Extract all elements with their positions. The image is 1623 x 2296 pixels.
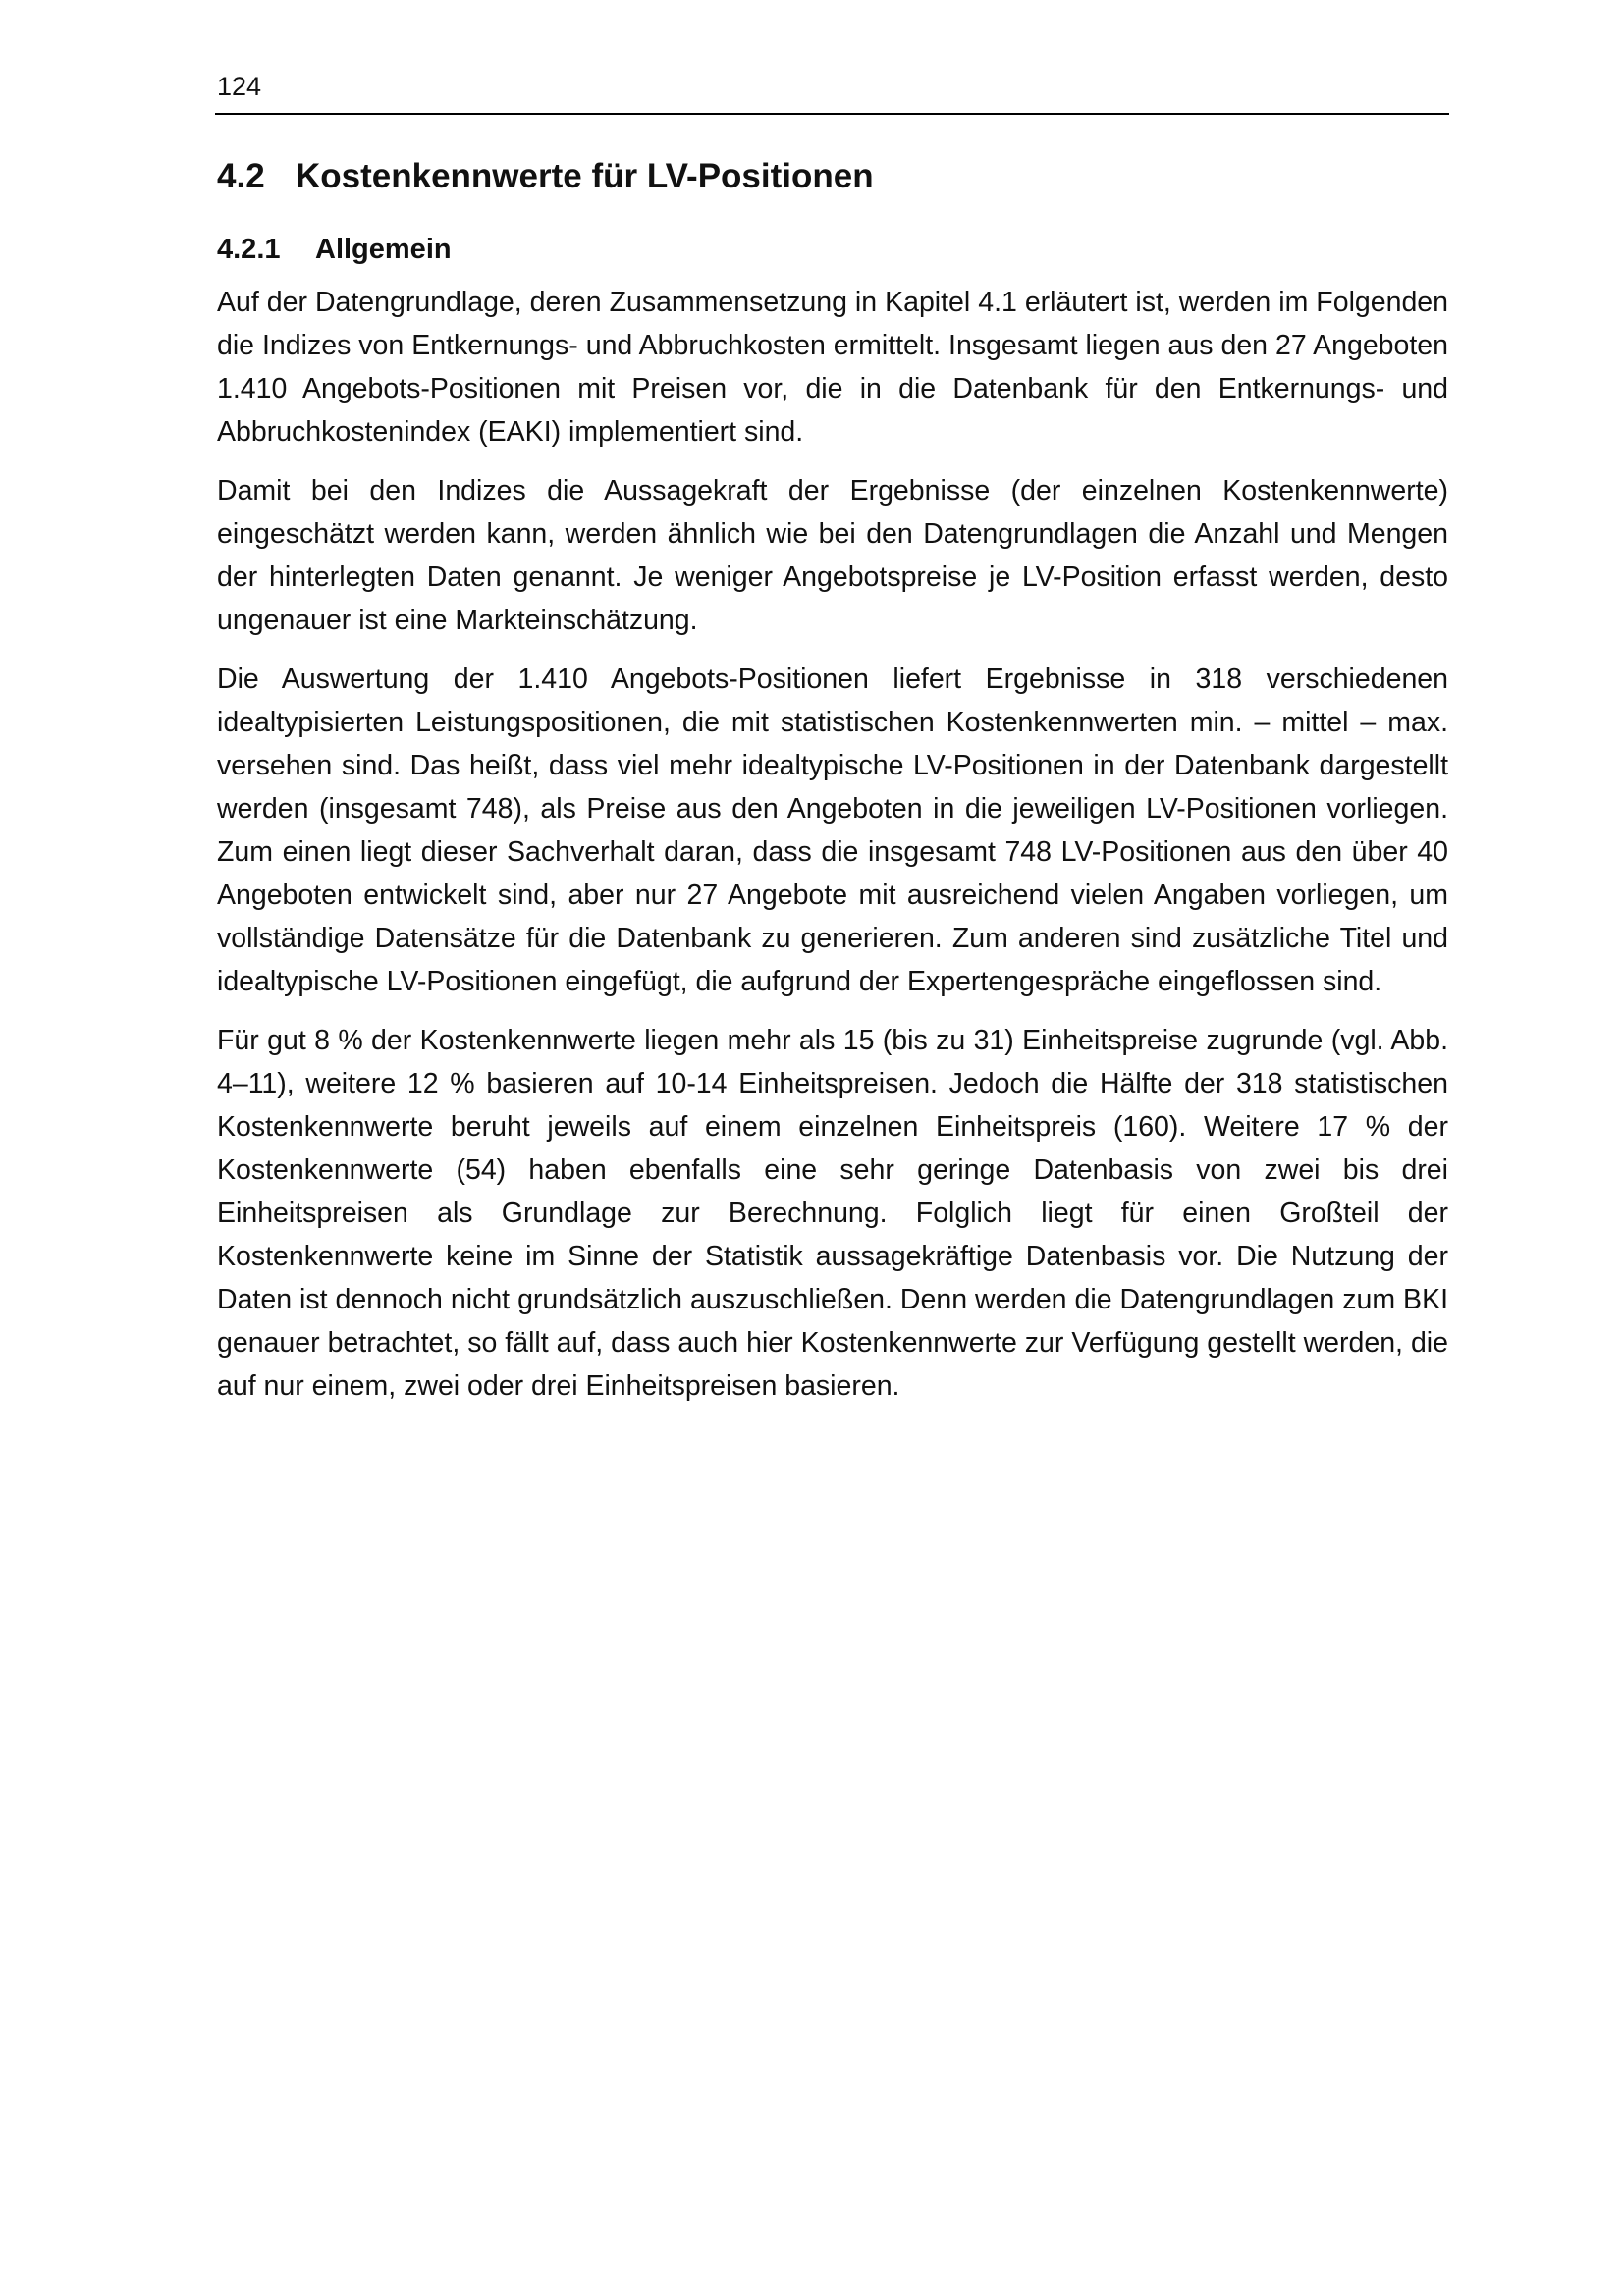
subsection-number: 4.2.1	[217, 234, 281, 265]
section-title: Kostenkennwerte für LV-Positionen	[296, 157, 874, 195]
page-number: 124	[217, 72, 262, 101]
header-divider	[215, 113, 1449, 115]
page-content	[217, 147, 1448, 1423]
paragraph-2: Damit bei den Indizes die Aussagekraft der Ergebnisse (der einzelnen Kostenkennwerte) eingeschätzt werden kann, werden ähnlich wie bei den Datengrundlagen die Anzahl und Mengen der hinterlegten Daten genannt. Je weniger Angebotspreise je LV-Position erfasst werden, desto ungenauer ist eine Markteinschätzung.	[217, 475, 1448, 636]
subsection-heading	[217, 226, 1448, 273]
paragraph-3: Die Auswertung der 1.410 Angebots-Positionen liefert Ergebnisse in 318 verschiedenen idealtypisierten Leistungspositionen, die mit statistischen Kostenkennwerten min. – mittel – max. versehen sind. Das heißt, dass viel mehr idealtypische LV-Positionen in der Datenbank dargestellt werden (insgesamt 748), als Preise aus den Angeboten in die jeweiligen LV-Positionen vorliegen. Zum einen liegt dieser Sachverhalt daran, dass die insgesamt 748 LV-Positionen aus den über 40 Angeboten entwickelt sind, aber nur 27 Angebote mit ausreichend vielen Angaben vorliegen, um vollständige Datensätze für die Datenbank zu generieren. Zum anderen sind zusätzliche Titel und idealtypische LV-Positionen eingefügt, die aufgrund der Expertengespräche eingeflossen sind.	[217, 664, 1448, 997]
subsection-title: Allgemein	[315, 234, 452, 265]
paragraph-1: Auf der Datengrundlage, deren Zusammensetzung in Kapitel 4.1 erläutert ist, werden im Folgenden die Indizes von Entkernungs- und Abbruchkosten ermittelt. Insgesamt liegen aus den 27 Angeboten 1.410 Angebots-Positionen mit Preisen vor, die in die Datenbank für den Entkernungs- und Abbruchkostenindex (EAKI) implementiert sind.	[217, 287, 1448, 448]
section-number: 4.2	[217, 157, 265, 195]
section-heading	[217, 147, 1448, 206]
paragraph-4: Für gut 8 % der Kostenkennwerte liegen mehr als 15 (bis zu 31) Einheitspreise zugrunde (vgl. Abb. 4–11), weitere 12 % basieren auf 10-14 Einheitspreisen. Jedoch die Hälfte der 318 statistischen Kostenkennwerte beruht jeweils auf einem einzelnen Einheitspreis (160). Weitere 17 % der Kostenkennwerte (54) haben ebenfalls eine sehr geringe Datenbasis von zwei bis drei Einheitspreisen als Grundlage zur Berechnung. Folglich liegt für einen Großteil der Kostenkennwerte keine im Sinne der Statistik aussagekräftige Datenbasis vor. Die Nutzung der Daten ist dennoch nicht grundsätzlich auszuschließen. Denn werden die Datengrundlagen zum BKI genauer betrachtet, so fällt auf, dass auch hier Kostenkennwerte zur Verfügung gestellt werden, die auf nur einem, zwei oder drei Einheitspreisen basieren.	[217, 1025, 1448, 1402]
